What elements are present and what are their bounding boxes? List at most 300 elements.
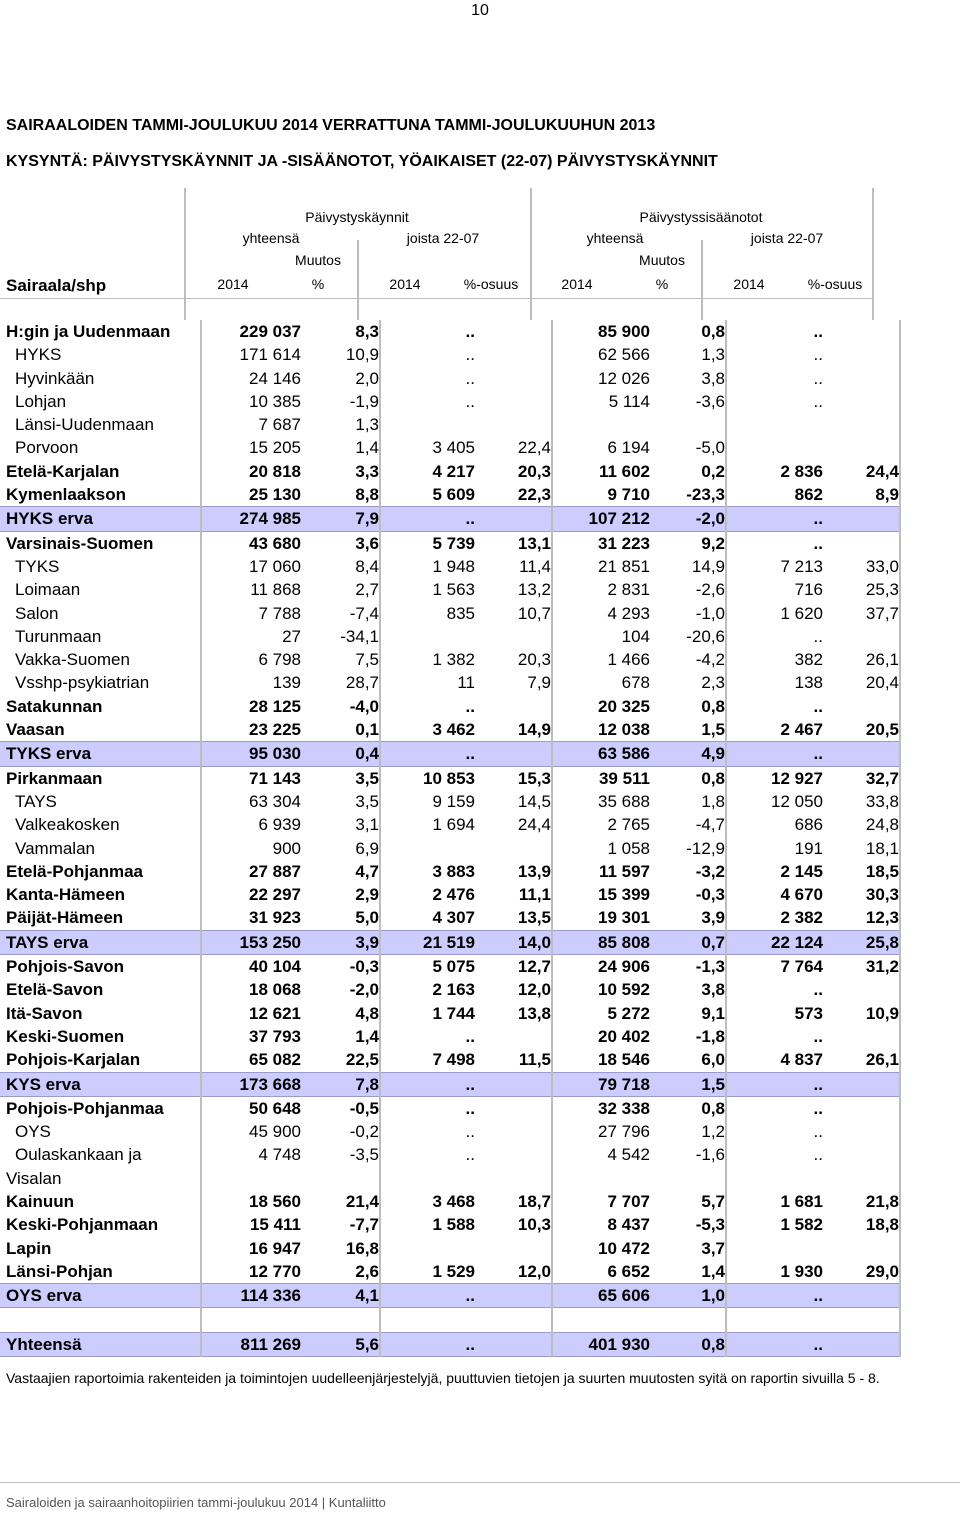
table-cell: 9 159 — [432, 791, 475, 811]
header-grid-line — [357, 240, 359, 320]
table-cell: 25 130 — [249, 485, 301, 505]
table-cell: 0,8 — [650, 695, 726, 718]
table-cell: 5 075 — [432, 957, 475, 977]
table-row — [0, 978, 900, 1001]
table-cell — [823, 695, 900, 718]
table-row — [0, 413, 900, 436]
table-row — [0, 860, 900, 883]
table-cell: 2 476 — [432, 885, 475, 905]
table-cell: 12 927 — [771, 768, 823, 788]
table-row — [0, 648, 900, 671]
table-cell: -5,0 — [650, 436, 726, 459]
table-cell: 1 466 — [607, 650, 650, 670]
table-cell: 2 382 — [780, 908, 823, 928]
table-cell: 20,3 — [475, 648, 552, 671]
table-row — [0, 367, 900, 390]
table-cell: -4,0 — [301, 695, 380, 718]
table-cell — [475, 1332, 552, 1356]
table-cell: 12 026 — [598, 368, 650, 388]
table-cell: 40 104 — [249, 957, 301, 977]
table-row — [0, 766, 900, 790]
table-cell: 0,4 — [301, 742, 380, 766]
table-cell: .. — [813, 980, 823, 1000]
table-cell: 7,8 — [301, 1072, 380, 1096]
header-pct-2: % — [655, 276, 669, 292]
table-cell — [726, 1308, 823, 1332]
table-cell: 10 592 — [598, 980, 650, 1000]
table-cell: 2 765 — [607, 815, 650, 835]
table-cell: 153 250 — [201, 930, 301, 954]
table-cell — [823, 1237, 900, 1260]
table-cell: 31 223 — [598, 533, 650, 553]
table-row — [0, 436, 900, 459]
table-cell: 1,2 — [650, 1120, 726, 1143]
table-cell: 1 744 — [432, 1003, 475, 1023]
table-cell: 18,8 — [823, 1213, 900, 1236]
table-cell: 3,9 — [650, 906, 726, 930]
table-row — [0, 695, 900, 718]
table-cell: 1 563 — [432, 580, 475, 600]
table-row — [0, 1072, 900, 1096]
table-cell — [475, 320, 552, 343]
table-row — [0, 531, 900, 555]
table-cell: 3,9 — [301, 930, 380, 954]
table-cell: 0,8 — [650, 1096, 726, 1120]
table-cell: -0,3 — [650, 883, 726, 906]
table-cell: 22,3 — [475, 483, 552, 507]
table-cell — [380, 1237, 475, 1260]
table-cell: 3 405 — [432, 438, 475, 458]
table-cell: 678 — [621, 673, 650, 693]
table-cell: -7,7 — [301, 1213, 380, 1236]
table-row — [0, 671, 900, 694]
table-cell: 45 900 — [249, 1122, 301, 1142]
table-row — [0, 578, 900, 601]
table-cell: 2,0 — [301, 367, 380, 390]
table-cell: 114 336 — [201, 1284, 301, 1308]
table-cell: 13,1 — [475, 531, 552, 555]
table-cell: -0,5 — [301, 1096, 380, 1120]
table-cell — [380, 837, 475, 860]
table-cell: .. — [726, 1072, 823, 1096]
table-cell: .. — [465, 345, 475, 365]
table-cell: 1,0 — [650, 1284, 726, 1308]
table-cell: 1 529 — [432, 1261, 475, 1281]
table-cell — [650, 413, 726, 436]
table-cell: 1 058 — [607, 838, 650, 858]
table-cell — [475, 1072, 552, 1096]
row-label: TAYS erva — [0, 930, 201, 954]
table-cell — [380, 1167, 475, 1190]
table-row — [0, 813, 900, 836]
table-cell: 1,3 — [650, 343, 726, 366]
table-cell: 10 853 — [423, 768, 475, 788]
table-cell: .. — [465, 1026, 475, 1046]
row-label: Varsinais-Suomen — [0, 531, 201, 555]
footnote: Vastaajien raportoimia rakenteiden ja toimintojen uudelleenjärjestelyjä, puuttuvien tietojen ja suurten muutosten syitä on raportin sivuilla 5 - 8. — [6, 1370, 880, 1386]
table-cell: 1,5 — [650, 1072, 726, 1096]
table-cell: 811 269 — [201, 1332, 301, 1356]
table-row — [0, 1190, 900, 1213]
table-cell: 15 205 — [249, 438, 301, 458]
table-cell: -5,3 — [650, 1213, 726, 1236]
table-cell: 13,9 — [475, 860, 552, 883]
table-cell: 8 437 — [607, 1215, 650, 1235]
table-row — [0, 1284, 900, 1308]
table-cell — [475, 625, 552, 648]
table-cell: 31 923 — [249, 908, 301, 928]
data-table-body — [0, 320, 900, 1357]
table-cell — [823, 413, 900, 436]
table-cell: 6 798 — [258, 650, 301, 670]
table-cell: 27 887 — [249, 861, 301, 881]
table-cell: 900 — [272, 838, 301, 858]
table-cell: 16,8 — [301, 1237, 380, 1260]
row-label: Pohjois-Pohjanmaa — [0, 1096, 201, 1120]
table-row — [0, 1213, 900, 1236]
table-cell — [823, 1284, 900, 1308]
table-cell: 382 — [794, 650, 823, 670]
table-cell — [475, 1096, 552, 1120]
table-cell: 0,8 — [650, 1332, 726, 1356]
table-cell — [475, 413, 552, 436]
header-yhteensa-2: yhteensä — [586, 230, 644, 246]
table-cell — [650, 1167, 726, 1190]
table-cell: 63 304 — [249, 791, 301, 811]
table-cell: 7 788 — [258, 603, 301, 623]
table-cell: 85 808 — [552, 930, 650, 954]
table-cell: .. — [465, 1098, 475, 1118]
table-cell: 20,5 — [823, 718, 900, 742]
table-cell: 79 718 — [552, 1072, 650, 1096]
row-label: Visalan — [0, 1167, 201, 1190]
table-cell: .. — [465, 1122, 475, 1142]
table-cell: 21 519 — [380, 930, 475, 954]
table-cell: 24,4 — [475, 813, 552, 836]
row-label: Etelä-Karjalan — [0, 460, 201, 483]
table-cell: 14,0 — [475, 930, 552, 954]
table-cell: 8,3 — [301, 320, 380, 343]
row-label: Oulaskankaan ja — [0, 1143, 201, 1166]
table-cell: 24 906 — [598, 957, 650, 977]
table-cell: 1,3 — [301, 413, 380, 436]
table-cell: 11 602 — [598, 461, 650, 481]
table-row — [0, 507, 900, 531]
table-cell: 14,9 — [475, 718, 552, 742]
row-label: OYS erva — [0, 1284, 201, 1308]
table-cell — [552, 1308, 650, 1332]
table-cell: .. — [813, 1122, 823, 1142]
table-row — [0, 483, 900, 507]
table-cell: .. — [726, 507, 823, 531]
table-cell: 862 — [794, 485, 823, 505]
table-cell: 1,5 — [650, 718, 726, 742]
header-sairaala-shp: Sairaala/shp — [6, 276, 107, 295]
table-row — [0, 460, 900, 483]
header-grid-line — [184, 188, 186, 320]
table-cell: 19 301 — [598, 908, 650, 928]
table-cell: 3,8 — [650, 978, 726, 1001]
table-row — [0, 602, 900, 625]
table-cell: 3,1 — [301, 813, 380, 836]
row-label: TYKS — [0, 555, 201, 578]
table-cell: 2 467 — [780, 720, 823, 740]
row-label: Valkeakosken — [0, 813, 201, 836]
table-row — [0, 390, 900, 413]
row-label: HYKS erva — [0, 507, 201, 531]
table-cell: 7,9 — [475, 671, 552, 694]
table-cell — [823, 1072, 900, 1096]
table-cell: 3,6 — [301, 531, 380, 555]
table-cell: 20,3 — [475, 460, 552, 483]
table-cell: 2 831 — [607, 580, 650, 600]
table-cell: 13,2 — [475, 578, 552, 601]
row-label: Etelä-Pohjanmaa — [0, 860, 201, 883]
table-cell — [475, 343, 552, 366]
header-osuus-2: %-osuus — [807, 276, 863, 292]
table-row — [0, 1025, 900, 1048]
table-cell — [823, 978, 900, 1001]
table-cell — [726, 1167, 823, 1190]
table-cell: 95 030 — [201, 742, 301, 766]
table-cell — [823, 531, 900, 555]
table-row — [0, 1237, 900, 1260]
table-cell: 8,4 — [301, 555, 380, 578]
table-cell: 12 621 — [249, 1003, 301, 1023]
table-cell: 10,3 — [475, 1213, 552, 1236]
table-cell: 65 082 — [249, 1050, 301, 1070]
header-grid-line — [530, 188, 532, 320]
table-cell: 3,7 — [650, 1237, 726, 1260]
row-label: Itä-Savon — [0, 1002, 201, 1025]
table-cell: 32 338 — [598, 1098, 650, 1118]
table-cell: 2 163 — [432, 980, 475, 1000]
table-cell — [823, 1308, 900, 1332]
header-muutos-1: Muutos — [295, 252, 341, 268]
table-cell: 716 — [794, 580, 823, 600]
table-cell — [823, 343, 900, 366]
table-cell — [475, 507, 552, 531]
table-cell — [726, 413, 823, 436]
table-cell: 15,3 — [475, 766, 552, 790]
table-row — [0, 955, 900, 979]
table-cell: 107 212 — [552, 507, 650, 531]
table-cell: 2,7 — [301, 578, 380, 601]
table-cell: 7 687 — [258, 415, 301, 435]
table-cell: 37,7 — [823, 602, 900, 625]
table-cell: -20,6 — [650, 625, 726, 648]
table-row — [0, 1120, 900, 1143]
report-subtitle: KYSYNTÄ: PÄIVYSTYSKÄYNNIT JA -SISÄÄNOTOT, YÖAIKAISET (22-07) PÄIVYSTYSKÄYNNIT — [6, 153, 718, 170]
row-label: Lapin — [0, 1237, 201, 1260]
table-cell: 2,3 — [650, 671, 726, 694]
table-cell: 9 710 — [607, 485, 650, 505]
table-cell: 14,9 — [650, 555, 726, 578]
row-label: Päijät-Hämeen — [0, 906, 201, 930]
table-cell — [726, 1237, 823, 1260]
table-cell: 27 796 — [598, 1122, 650, 1142]
header-joista-2: joista 22-07 — [750, 230, 824, 246]
table-cell: 22,5 — [301, 1048, 380, 1072]
row-label: Länsi-Uudenmaan — [0, 413, 201, 436]
table-cell — [823, 625, 900, 648]
table-cell: 18 560 — [249, 1191, 301, 1211]
table-cell — [380, 1308, 475, 1332]
table-cell: 21 851 — [598, 556, 650, 576]
table-cell: 686 — [794, 815, 823, 835]
table-cell — [823, 1025, 900, 1048]
table-cell: .. — [813, 696, 823, 716]
table-cell: 2,6 — [301, 1260, 380, 1284]
table-cell: 7 764 — [780, 957, 823, 977]
table-cell: 85 900 — [598, 322, 650, 341]
table-cell: 13,5 — [475, 906, 552, 930]
table-cell: -1,6 — [650, 1143, 726, 1166]
table-cell: 5 739 — [432, 533, 475, 553]
table-cell: 573 — [794, 1003, 823, 1023]
table-cell: .. — [813, 391, 823, 411]
table-cell: -1,8 — [650, 1025, 726, 1048]
row-label: OYS — [0, 1120, 201, 1143]
row-label: Porvoon — [0, 436, 201, 459]
table-cell: -2,6 — [650, 578, 726, 601]
table-cell: 20,4 — [823, 671, 900, 694]
table-cell: 4 293 — [607, 603, 650, 623]
table-cell: 18,5 — [823, 860, 900, 883]
table-cell: 401 930 — [552, 1332, 650, 1356]
table-cell — [301, 1308, 380, 1332]
table-cell: 14,5 — [475, 790, 552, 813]
header-2014-1: 2014 — [217, 276, 249, 292]
table-cell: .. — [813, 1098, 823, 1118]
table-cell — [475, 390, 552, 413]
table-cell: 11 868 — [250, 580, 301, 600]
table-cell: 7,9 — [301, 507, 380, 531]
row-label: Vsshp-psykiatrian — [0, 671, 201, 694]
table-cell: 11,5 — [475, 1048, 552, 1072]
table-cell: 10,9 — [301, 343, 380, 366]
table-cell: 229 037 — [239, 322, 301, 341]
table-cell: 10,9 — [823, 1002, 900, 1025]
table-cell — [552, 1167, 650, 1190]
table-cell — [823, 1167, 900, 1190]
table-cell: 24,8 — [823, 813, 900, 836]
table-cell: .. — [813, 345, 823, 365]
table-cell: 3,8 — [650, 367, 726, 390]
table-cell: 4 837 — [780, 1050, 823, 1070]
table-cell: 1,4 — [301, 1025, 380, 1048]
table-cell: 12 050 — [771, 791, 823, 811]
table-cell: 274 985 — [201, 507, 301, 531]
footer-divider — [0, 1482, 960, 1483]
table-row — [0, 625, 900, 648]
table-cell: 28,7 — [301, 671, 380, 694]
table-cell: -7,4 — [301, 602, 380, 625]
table-cell: 1 620 — [780, 603, 823, 623]
table-cell: 1,4 — [301, 436, 380, 459]
table-cell: .. — [380, 1332, 475, 1356]
table-cell: 8,8 — [301, 483, 380, 507]
table-row — [0, 742, 900, 766]
table-cell: 4,8 — [301, 1002, 380, 1025]
row-label: Pohjois-Karjalan — [0, 1048, 201, 1072]
table-cell: .. — [465, 1145, 475, 1165]
table-cell: -12,9 — [650, 837, 726, 860]
row-label: HYKS — [0, 343, 201, 366]
table-cell — [823, 390, 900, 413]
table-cell: 10,7 — [475, 602, 552, 625]
table-cell — [201, 1308, 301, 1332]
table-cell: 12 770 — [249, 1261, 301, 1281]
table-cell: 12,0 — [475, 1260, 552, 1284]
table-cell: 7 498 — [432, 1050, 475, 1070]
row-label: Yhteensä — [0, 1332, 201, 1356]
row-label: H:gin ja Uudenmaan — [0, 320, 201, 343]
table-cell: -1,9 — [301, 390, 380, 413]
table-cell: 4 542 — [607, 1145, 650, 1165]
table-cell: 32,7 — [823, 766, 900, 790]
table-cell: 22,4 — [475, 436, 552, 459]
table-cell: 139 — [272, 673, 301, 693]
table-cell — [823, 436, 900, 459]
table-cell — [475, 742, 552, 766]
header-yhteensa-1: yhteensä — [242, 230, 300, 246]
table-row — [0, 790, 900, 813]
table-cell: .. — [726, 742, 823, 766]
table-cell: 5,0 — [301, 906, 380, 930]
table-cell: .. — [465, 391, 475, 411]
table-cell: .. — [813, 626, 823, 646]
table-cell: 171 614 — [239, 345, 301, 365]
table-cell: 28 125 — [249, 696, 301, 716]
table-cell: 17 060 — [249, 556, 301, 576]
table-row — [0, 555, 900, 578]
table-cell: 23 225 — [249, 720, 301, 740]
table-cell: 43 680 — [249, 533, 301, 553]
row-label: Satakunnan — [0, 695, 201, 718]
table-cell: -23,3 — [650, 483, 726, 507]
table-cell: 7,5 — [301, 648, 380, 671]
table-cell: .. — [380, 1072, 475, 1096]
table-cell: 12,0 — [475, 978, 552, 1001]
table-cell — [823, 1332, 900, 1356]
table-cell: 5,6 — [301, 1332, 380, 1356]
table-cell — [552, 413, 650, 436]
table-cell: 18,1 — [823, 837, 900, 860]
table-cell: 5 114 — [608, 391, 650, 411]
table-cell: 2 836 — [780, 461, 823, 481]
table-row — [0, 1096, 900, 1120]
table-cell: .. — [380, 1284, 475, 1308]
table-cell: 0,7 — [650, 930, 726, 954]
table-cell: .. — [465, 368, 475, 388]
table-cell: 3,5 — [301, 790, 380, 813]
table-cell: 27 — [282, 626, 301, 646]
table-cell: -2,0 — [301, 978, 380, 1001]
table-row — [0, 883, 900, 906]
page-number: 10 — [471, 2, 489, 19]
table-cell: 15 399 — [598, 885, 650, 905]
table-cell: 1,4 — [650, 1260, 726, 1284]
table-cell: .. — [465, 696, 475, 716]
table-cell: 1 582 — [780, 1215, 823, 1235]
row-label: Länsi-Pohjan — [0, 1260, 201, 1284]
table-cell: 0,8 — [650, 766, 726, 790]
table-cell: -2,0 — [650, 507, 726, 531]
table-cell: 18 546 — [598, 1050, 650, 1070]
table-cell: 12 038 — [598, 720, 650, 740]
table-cell — [650, 1308, 726, 1332]
